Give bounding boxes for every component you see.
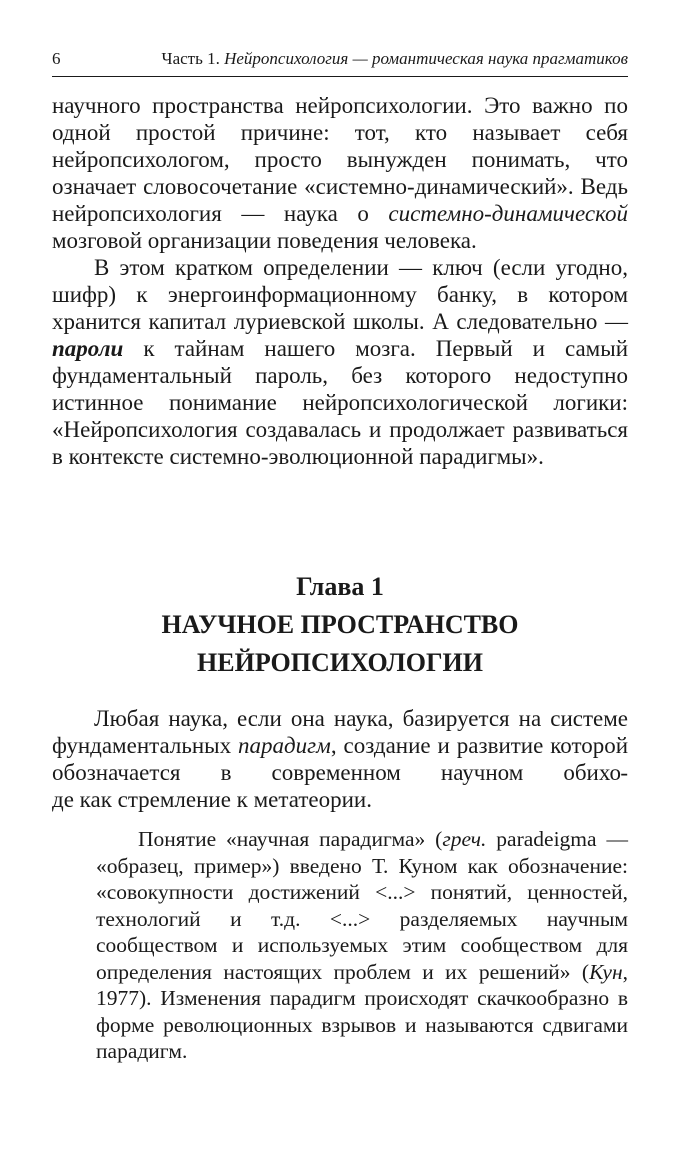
- chapter-title-line: НАУЧНОЕ ПРОСТРАНСТВО: [161, 610, 519, 639]
- citation-author: Кун: [589, 959, 623, 984]
- header-rule: [52, 76, 628, 77]
- running-title: [114, 44, 628, 74]
- chapter-text: [52, 705, 628, 813]
- page-number: 6: [52, 49, 61, 68]
- part-title: Нейропсихология — романтическая наука прагматиков: [224, 49, 628, 68]
- emphasis-bold: пароли: [52, 336, 124, 361]
- paragraph: Любая наука, если она наука, базируется на системе фундаментальных парадигм, создание и развитие которой обозначается в современном научном обиходе как стремление к метатеории.: [52, 706, 629, 812]
- quote-block: [96, 826, 628, 1065]
- emphasis: системно-динамической: [388, 201, 628, 226]
- paragraph: В этом кратком определении — ключ (если угодно, шифр) к энергоинформационному банку, в котором хранится капитал луриевской школы. А следовательно — пароли к тайнам нашего мозга. Первый и самый фундаментальный пароль, без которого недоступно истинное понимание нейропсихологической логики: «Нейропсихология создавалась и продолжает развиваться в контексте системно-эволюционной парадигмы».: [52, 255, 628, 469]
- part-label: Часть 1.: [161, 49, 220, 68]
- intro-text: [52, 92, 628, 470]
- paragraph: научного пространства нейропсихологии. Это важно по одной простой причине: тот, кто называет себя нейропсихологом, просто вынужден понимать, что означает словосочетание «системно-динамический». Ведь нейропсихология — наука о системно-динамической мозговой организации поведения человека.: [52, 93, 628, 253]
- chapter-label: Глава 1: [296, 572, 384, 601]
- paragraph: Понятие «научная парадигма» (греч. paradeigma — «образец, пример») введено Т. Куном как обозначение: «совокупности достижений <...> понятий, ценностей, технологий и т.д. <...> разделяемых научным сообществом и используемых этим сообществом для определения настоящих проблем и их решений» (Кун, 1977). Изменения парадигм происходят скачкообразно в форме революционных взрывов и называются сдвигами парадигм.: [96, 827, 629, 1063]
- emphasis: парадигм: [238, 733, 331, 758]
- running-header: [52, 44, 628, 74]
- emphasis: греч.: [442, 827, 487, 851]
- chapter-title-line: НЕЙРОПСИХОЛОГИИ: [197, 648, 483, 677]
- chapter-heading: [52, 568, 628, 682]
